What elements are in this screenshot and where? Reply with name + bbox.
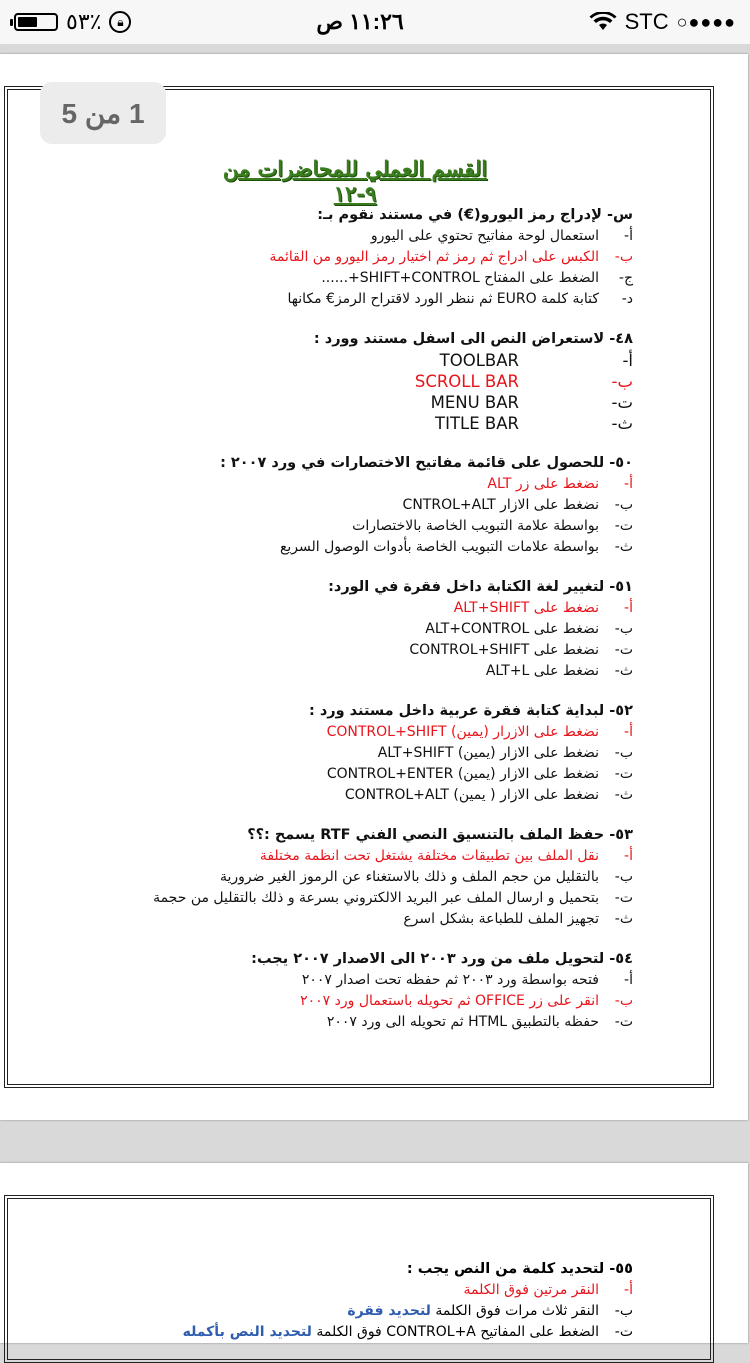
question-text: ٥١- لتغيير لغة الكتابة داخل فقرة في الورد: [328,579,633,595]
option-letter: ب- [614,249,633,265]
option-letter: أ- [624,1282,633,1298]
option-item [33,785,633,806]
option-item [33,495,633,516]
page-indicator: 1 من 5 [40,82,166,144]
questions-list [33,204,633,1033]
option-item [33,371,633,392]
option-letter: ب- [611,372,633,391]
option-letter: ث- [614,911,633,927]
option-text: نضغط على الازار (يمين) CONTROL+ENTER [326,766,599,782]
option-text: MENU BAR [430,393,519,412]
option-item [33,764,633,785]
option-text: استعمال لوحة مفاتيح تحتوي على اليورو [370,228,599,244]
option-item [33,268,633,289]
option-item [33,1012,633,1033]
carrier-name: STC [624,9,669,34]
option-letter: أ- [622,351,633,370]
document-page-2[interactable] [0,1163,748,1343]
option-text: النقر ثلاث مرات فوق الكلمة [430,1303,599,1319]
option-text: نضغط على ALT+L [485,663,599,679]
option-item [33,474,633,495]
option-item [33,1322,633,1343]
option-letter: ت- [611,393,633,412]
question-text: س- لإدراج رمز اليورو(€) في مستند نقوم بـ: [317,207,633,223]
option-item [33,846,633,867]
option-item [33,392,633,413]
question-text: ٥٥- لتحديد كلمة من النص يجب : [406,1261,633,1277]
option-text: الكبس على ادراج ثم رمز ثم اختيار رمز اليورو من القائمة [269,249,599,265]
option-note: لتحديد النص بأكمله [182,1324,312,1340]
option-letter: أ- [624,600,633,616]
option-text: كتابة كلمة EURO ثم ننظر الورد لاقتراح الرمز€ مكانها [287,291,599,307]
option-letter: د- [621,291,633,307]
option-letter: ت- [614,1324,633,1340]
document-page-1[interactable] [0,54,748,1120]
option-item [33,516,633,537]
option-letter: أ- [624,724,633,740]
option-text: SCROLL BAR [414,372,519,391]
option-item [33,909,633,930]
battery-percent: ٥٣٪ [66,9,102,34]
option-text: بالتقليل من حجم الملف و ذلك بالاستغناء عن الرموز الغير ضرورية [219,869,599,885]
option-text: النقر مرتين فوق الكلمة [463,1282,599,1298]
option-letter: ج- [618,270,633,286]
spacer [33,930,633,948]
option-letter: ت- [614,890,633,906]
option-item [33,289,633,310]
option-letter: ب- [614,993,633,1009]
question-text: ٤٨- لاستعراض النص الى اسفل مستند وورد : [313,331,633,347]
option-letter: ث- [614,787,633,803]
option-item [33,743,633,764]
option-letter: أ- [624,228,633,244]
option-text: نضغط على الازار CNTROL+ALT [402,497,599,513]
signal-strength: ○●●●● [676,11,736,32]
status-bar [0,0,750,44]
status-right [589,9,736,35]
status-left [14,9,131,35]
option-text: نقل الملف بين تطبيقات مختلفة يشتغل تحت انظمة مختلفة [259,848,599,864]
option-text: الضغط على المفتاح SHIFT+CONTROL+...... [321,270,599,286]
option-letter: ث- [611,414,633,433]
option-text: تجهيز الملف للطباعة بشكل اسرع [403,911,599,927]
option-text: بواسطة علامات التبويب الخاصة بأدوات الوصول السريع [279,539,599,555]
option-letter: أ- [624,476,633,492]
option-note: لتحديد فقرة [347,1303,431,1319]
option-letter: ت- [614,642,633,658]
spacer [33,682,633,700]
option-item [33,413,633,434]
option-item [33,722,633,743]
question-text: ٥٤- لتحويل ملف من ورد ٢٠٠٣ الى الاصدار ٢٠٠٧ يجب: [251,951,633,967]
option-item [33,640,633,661]
option-letter: ت- [614,1014,633,1030]
page-title: القسم العملي للمحاضرات من ٩-١٢ [222,156,488,206]
battery-icon [14,13,58,31]
option-text: انقر على زر OFFICE ثم تحويله باستعمال ورد ٢٠٠٧ [300,993,599,1009]
option-item [33,991,633,1012]
option-text: نضغط على الازار (يمين) ALT+SHIFT [377,745,599,761]
option-letter: ت- [614,518,633,534]
option-item [33,1301,633,1322]
rotation-lock-icon: 🔒︎ [109,11,131,33]
option-item [33,661,633,682]
option-letter: أ- [624,972,633,988]
spacer [33,310,633,328]
option-text: نضغط على ALT+CONTROL [425,621,599,637]
option-letter: ب- [614,745,633,761]
spacer [33,434,633,452]
option-item [33,226,633,247]
option-text: TITLE BAR [435,414,519,433]
question-text: ٥٢- لبداية كتابة فقرة عربية داخل مستند ورد : [308,703,633,719]
option-text: نضغط على ALT+SHIFT [453,600,599,616]
option-text: فتحه بواسطة ورد ٢٠٠٣ ثم حفظه تحت اصدار ٢٠٠٧ [301,972,599,988]
spacer [33,558,633,576]
option-item [33,888,633,909]
option-item [33,970,633,991]
option-letter: ب- [614,621,633,637]
option-item [33,1280,633,1301]
option-letter: ب- [614,869,633,885]
questions-list [33,1258,633,1343]
option-letter: ث- [614,663,633,679]
option-item [33,598,633,619]
option-text: TOOLBAR [439,351,519,370]
option-text: الضغط على المفاتيح CONTROL+A فوق الكلمة [311,1324,599,1340]
option-letter: أ- [624,848,633,864]
option-text: حفظه بالتطبيق HTML ثم تحويله الى ورد ٢٠٠٧ [326,1014,599,1030]
option-text: نضغط على الازار ( يمين) CONTROL+ALT [344,787,599,803]
option-item [33,247,633,268]
option-letter: ث- [614,539,633,555]
option-item [33,537,633,558]
question-text: ٥٣- حفظ الملف بالتنسيق النصي الفني RTF يسمح :؟؟ [247,827,633,843]
spacer [33,806,633,824]
option-text: نضغط على الازرار (يمين) CONTROL+SHIFT [326,724,599,740]
option-text: بتحميل و ارسال الملف عبر البريد الالكتروني بسرعة و ذلك بالتقليل من حجمة [153,890,599,906]
option-item [33,619,633,640]
option-letter: ب- [614,1303,633,1319]
question-text: ٥٠- للحصول على قائمة مفاتيح الاختصارات في ورد ٢٠٠٧ : [220,455,633,471]
option-text: نضغط على CONTROL+SHIFT [409,642,599,658]
option-item [33,350,633,371]
option-text: بواسطة علامة التبويب الخاصة بالاختصارات [352,518,599,534]
option-letter: ب- [614,497,633,513]
option-text: نضغط على زر ALT [487,476,599,492]
option-item [33,867,633,888]
clock: ١١:٢٦ ص [316,9,404,34]
wifi-icon [589,12,617,32]
option-letter: ت- [614,766,633,782]
